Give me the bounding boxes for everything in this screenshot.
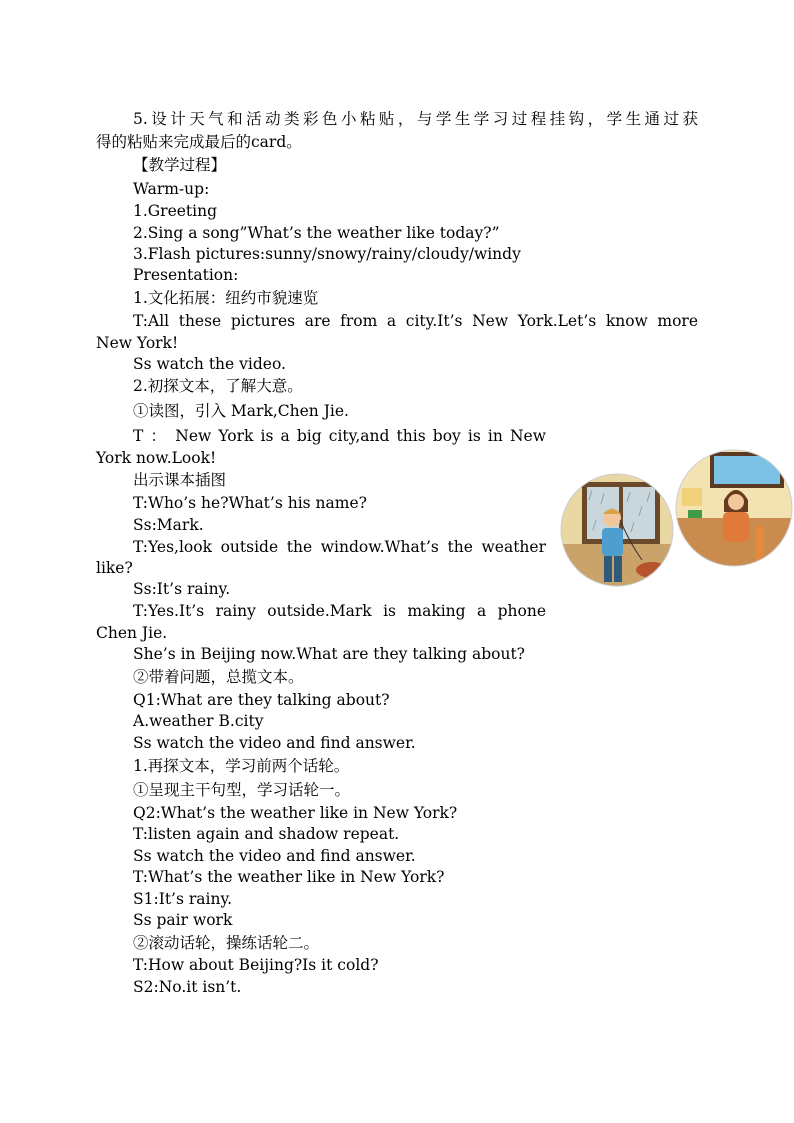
text-line: Warm-up:	[133, 180, 210, 198]
text-line: T:listen again and shadow repeat.	[133, 825, 400, 843]
mark-rainy-scene	[560, 468, 680, 590]
text-line: 出示课本插图	[133, 471, 227, 489]
text-line: S1:It’s rainy.	[133, 890, 233, 908]
text-line: Ss watch the video.	[133, 355, 286, 373]
text-line: Q2:What’s the weather like in New York?	[133, 804, 458, 822]
section-heading: 【教学过程】	[133, 156, 227, 174]
text-line: ①呈现主干句型，学习话轮一。	[133, 781, 351, 799]
text-line: Ss:It’s rainy.	[133, 580, 231, 598]
text-line: Ss watch the video and find answer.	[133, 847, 416, 865]
text-line: Presentation:	[133, 266, 239, 284]
text-line: Q1:What are they talking about?	[133, 691, 390, 709]
text-line: 3.Flash pictures:sunny/snowy/rainy/cloudy/windy	[133, 245, 521, 263]
text-line: 2.Sing a song”What’s the weather like today?”	[133, 224, 500, 242]
textbook-illustration	[560, 448, 794, 590]
text-line: 1.再探文本，学习前两个话轮。	[133, 757, 350, 775]
text-line: York now.Look!	[96, 449, 217, 467]
text-line: 5.设计天气和活动类彩色小粘贴，与学生学习过程挂钩，学生通过获	[133, 110, 698, 128]
text-line: ①读图，引入 Mark,Chen Jie.	[133, 402, 349, 420]
text-line: T:Yes.It’s rainy outside.Mark is making a phone	[133, 602, 546, 620]
text-line: A.weather B.city	[133, 712, 264, 730]
text-line: T:How about Beijing?Is it cold?	[133, 956, 379, 974]
text-line: 1.Greeting	[133, 202, 218, 220]
text-line: T:Who’s he?What’s his name?	[133, 494, 367, 512]
text-line: Ss:Mark.	[133, 516, 204, 534]
text-line: 得的粘贴来完成最后的card。	[96, 133, 302, 151]
text-line: T ： New York is a big city,and this boy is in New	[133, 427, 546, 445]
text-line: T:Yes,look outside the window.What’s the weather	[133, 538, 546, 556]
text-line: She’s in Beijing now.What are they talking about?	[133, 645, 525, 663]
text-line: ②带着问题，总揽文本。	[133, 668, 304, 686]
text-line: Chen Jie.	[96, 624, 168, 642]
text-line: Ss pair work	[133, 911, 233, 929]
text-line: S2:No.it isn’t.	[133, 978, 242, 996]
text-line: ②滚动话轮，操练话轮二。	[133, 934, 320, 952]
text-line: New York!	[96, 334, 179, 352]
text-line: 2.初探文本，了解大意。	[133, 377, 303, 395]
text-line: Ss watch the video and find answer.	[133, 734, 416, 752]
text-line: T:What’s the weather like in New York?	[133, 868, 445, 886]
text-line: like?	[96, 559, 133, 577]
text-line: 1.文化拓展：纽约市貌速览	[133, 289, 319, 307]
text-line: T:All these pictures are from a city.It’s New York.Let’s know more	[133, 312, 698, 330]
